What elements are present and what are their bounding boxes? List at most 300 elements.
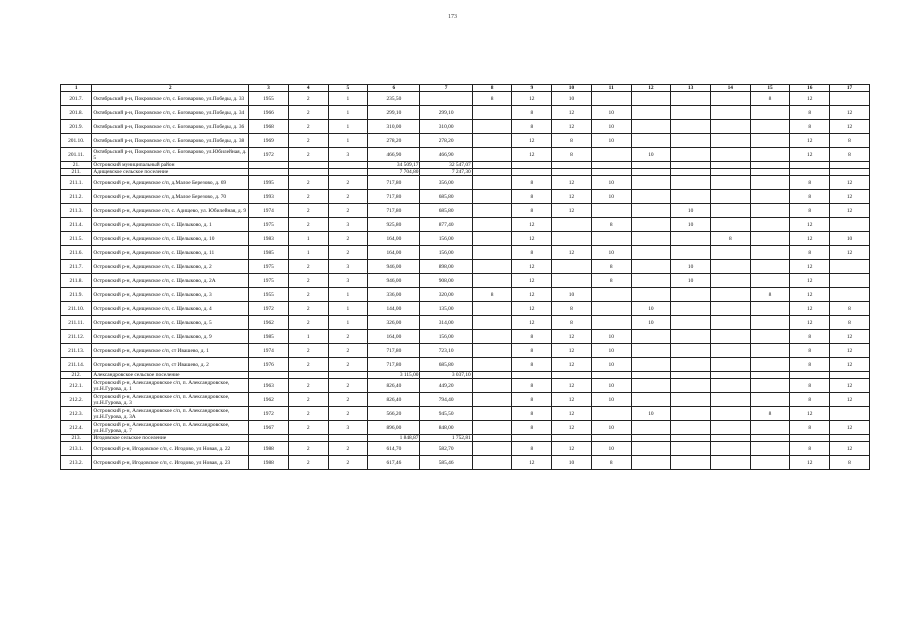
value-cell: 2 — [328, 442, 368, 456]
value-cell — [710, 218, 750, 232]
value-cell — [591, 162, 631, 169]
area-cell: 336,00 — [368, 288, 420, 302]
value-cell — [631, 442, 671, 456]
address-cell: Игодовское сельское поселение — [92, 435, 249, 442]
column-header: 1 — [61, 85, 92, 92]
value-cell: 1985 — [249, 330, 289, 344]
value-cell — [472, 246, 512, 260]
value-cell — [710, 204, 750, 218]
value-cell: 2 — [288, 288, 328, 302]
area-cell: 585,46 — [420, 456, 472, 470]
value-cell: 1995 — [249, 176, 289, 190]
value-cell — [671, 302, 711, 316]
table-row — [61, 232, 870, 246]
value-cell — [710, 330, 750, 344]
value-cell: 1 — [328, 316, 368, 330]
row-number-cell: 211.2. — [61, 190, 92, 204]
value-cell: 12 — [552, 190, 592, 204]
value-cell: 8 — [512, 358, 552, 372]
value-cell: 8 — [512, 246, 552, 260]
value-cell: 12 — [830, 120, 870, 134]
value-cell: 1 — [328, 106, 368, 120]
value-cell — [591, 435, 631, 442]
value-cell — [710, 358, 750, 372]
area-cell: 1 752,81 — [420, 435, 472, 442]
value-cell: 8 — [552, 148, 592, 162]
address-cell: Островский р-н, Александровское с/п, п. Александровское, ул.Н.Гурова, д. 1 — [92, 379, 249, 393]
value-cell: 8 — [830, 456, 870, 470]
value-cell — [710, 120, 750, 134]
address-cell: Октябрьский р-н, Покровское с/п, с. Боговарово, ул.Победы, д. 33 — [92, 92, 249, 106]
area-cell: 685,80 — [420, 358, 472, 372]
value-cell — [710, 442, 750, 456]
value-cell: 10 — [631, 316, 671, 330]
value-cell: 12 — [552, 330, 592, 344]
value-cell — [750, 148, 790, 162]
value-cell: 2 — [288, 456, 328, 470]
value-cell: 1972 — [249, 302, 289, 316]
table-row — [61, 148, 870, 162]
table-row — [61, 358, 870, 372]
value-cell — [710, 169, 750, 176]
housing-register-table — [60, 84, 870, 470]
value-cell: 8 — [591, 260, 631, 274]
value-cell — [552, 372, 592, 379]
value-cell: 8 — [790, 204, 830, 218]
value-cell — [552, 274, 592, 288]
column-header: 14 — [710, 85, 750, 92]
column-header: 2 — [92, 85, 249, 92]
value-cell — [591, 302, 631, 316]
value-cell — [710, 134, 750, 148]
value-cell — [750, 218, 790, 232]
table-header-row — [61, 85, 870, 92]
value-cell — [631, 162, 671, 169]
area-cell: 566,20 — [368, 407, 420, 421]
value-cell: 10 — [631, 407, 671, 421]
address-cell: Островский р-н, Адищевское с/п, д.Малое Березово, д. 70 — [92, 190, 249, 204]
table-row — [61, 407, 870, 421]
value-cell — [671, 162, 711, 169]
value-cell — [631, 246, 671, 260]
value-cell — [830, 372, 870, 379]
value-cell: 8 — [790, 442, 830, 456]
value-cell — [288, 372, 328, 379]
value-cell — [671, 148, 711, 162]
value-cell: 10 — [591, 421, 631, 435]
value-cell — [710, 344, 750, 358]
table-row — [61, 246, 870, 260]
column-header: 4 — [288, 85, 328, 92]
table-row — [61, 379, 870, 393]
value-cell — [631, 106, 671, 120]
value-cell: 8 — [512, 204, 552, 218]
value-cell: 2 — [288, 176, 328, 190]
value-cell — [472, 106, 512, 120]
value-cell: 10 — [591, 344, 631, 358]
value-cell: 12 — [790, 302, 830, 316]
area-cell: 278,20 — [368, 134, 420, 148]
value-cell — [671, 330, 711, 344]
area-cell: 156,00 — [420, 246, 472, 260]
value-cell — [631, 176, 671, 190]
table-row — [61, 218, 870, 232]
address-cell: Островский р-н, Адищевское с/п, с. Щелыково, д. 1 — [92, 218, 249, 232]
value-cell: 1 — [328, 302, 368, 316]
value-cell: 12 — [552, 106, 592, 120]
value-cell: 2 — [288, 379, 328, 393]
value-cell — [249, 435, 289, 442]
value-cell: 12 — [512, 316, 552, 330]
value-cell — [671, 344, 711, 358]
value-cell — [671, 169, 711, 176]
value-cell: 2 — [288, 204, 328, 218]
value-cell — [591, 288, 631, 302]
table-row — [61, 176, 870, 190]
value-cell — [631, 288, 671, 302]
area-cell: 156,00 — [420, 232, 472, 246]
value-cell — [591, 148, 631, 162]
value-cell: 12 — [790, 456, 830, 470]
address-cell: Островский р-н, Адищевское с/п, д.Малое Березово, д. 69 — [92, 176, 249, 190]
value-cell: 1962 — [249, 316, 289, 330]
value-cell — [750, 120, 790, 134]
value-cell: 10 — [591, 190, 631, 204]
value-cell — [710, 302, 750, 316]
value-cell: 10 — [591, 393, 631, 407]
area-cell: 135,00 — [420, 302, 472, 316]
value-cell — [830, 407, 870, 421]
value-cell: 2 — [288, 421, 328, 435]
value-cell — [710, 407, 750, 421]
value-cell: 8 — [790, 190, 830, 204]
value-cell: 2 — [328, 190, 368, 204]
value-cell: 3 — [328, 421, 368, 435]
value-cell: 12 — [512, 288, 552, 302]
value-cell — [472, 134, 512, 148]
value-cell: 1 — [328, 134, 368, 148]
value-cell — [710, 274, 750, 288]
value-cell — [472, 176, 512, 190]
value-cell: 8 — [591, 456, 631, 470]
value-cell — [472, 358, 512, 372]
area-cell: 717,80 — [368, 344, 420, 358]
area-cell: 717,80 — [368, 190, 420, 204]
area-cell: 164,00 — [368, 330, 420, 344]
value-cell — [552, 435, 592, 442]
value-cell: 8 — [790, 379, 830, 393]
address-cell: Островский р-н, Адищевское с/п, с. Щелыково, д. 3 — [92, 288, 249, 302]
value-cell: 12 — [790, 232, 830, 246]
value-cell: 12 — [830, 204, 870, 218]
row-number-cell: 201.7. — [61, 92, 92, 106]
address-cell: Островский р-н, Александровское с/п, п. Александровское, ул.Н.Гурова, д. 3 — [92, 393, 249, 407]
value-cell: 8 — [790, 358, 830, 372]
value-cell: 2 — [328, 232, 368, 246]
value-cell: 10 — [591, 442, 631, 456]
value-cell — [249, 162, 289, 169]
value-cell: 2 — [288, 190, 328, 204]
value-cell — [288, 162, 328, 169]
area-cell: 717,80 — [368, 176, 420, 190]
value-cell: 1972 — [249, 407, 289, 421]
table-row — [61, 274, 870, 288]
row-number-cell: 212. — [61, 372, 92, 379]
value-cell: 12 — [552, 358, 592, 372]
value-cell: 12 — [790, 288, 830, 302]
value-cell: 2 — [288, 316, 328, 330]
value-cell: 1 — [288, 246, 328, 260]
value-cell — [472, 204, 512, 218]
value-cell: 8 — [790, 393, 830, 407]
table-row — [61, 442, 870, 456]
value-cell: 12 — [512, 456, 552, 470]
value-cell: 2 — [288, 442, 328, 456]
table-row — [61, 316, 870, 330]
value-cell — [631, 372, 671, 379]
table-row — [61, 134, 870, 148]
value-cell: 2 — [288, 260, 328, 274]
value-cell — [631, 232, 671, 246]
address-cell: Александровское сельское поселение — [92, 372, 249, 379]
area-cell: 794,40 — [420, 393, 472, 407]
value-cell — [750, 330, 790, 344]
value-cell: 10 — [552, 456, 592, 470]
value-cell — [631, 393, 671, 407]
row-number-cell: 211.1. — [61, 176, 92, 190]
value-cell — [710, 162, 750, 169]
area-cell: 466,90 — [368, 148, 420, 162]
value-cell: 8 — [790, 176, 830, 190]
value-cell: 12 — [830, 358, 870, 372]
table-row — [61, 190, 870, 204]
value-cell — [750, 316, 790, 330]
value-cell — [750, 435, 790, 442]
row-number-cell: 211.12. — [61, 330, 92, 344]
value-cell — [671, 134, 711, 148]
value-cell — [671, 407, 711, 421]
value-cell — [671, 246, 711, 260]
area-cell: 449,20 — [420, 379, 472, 393]
area-cell: 156,00 — [420, 330, 472, 344]
area-cell: 946,00 — [368, 260, 420, 274]
value-cell: 2 — [328, 456, 368, 470]
value-cell: 2 — [328, 204, 368, 218]
value-cell — [552, 260, 592, 274]
value-cell: 2 — [328, 379, 368, 393]
value-cell — [710, 190, 750, 204]
value-cell: 2 — [328, 358, 368, 372]
value-cell — [710, 456, 750, 470]
value-cell: 12 — [552, 176, 592, 190]
value-cell: 10 — [591, 106, 631, 120]
value-cell — [631, 120, 671, 134]
value-cell: 1983 — [249, 232, 289, 246]
value-cell: 1993 — [249, 190, 289, 204]
value-cell — [750, 274, 790, 288]
address-cell: Островский р-н, Адищевское с/п, с. Щелыково, д. 2А — [92, 274, 249, 288]
group-row — [61, 169, 870, 176]
value-cell: 12 — [790, 316, 830, 330]
row-number-cell: 201.9. — [61, 120, 92, 134]
value-cell: 2 — [288, 393, 328, 407]
row-number-cell: 212.1. — [61, 379, 92, 393]
value-cell — [472, 456, 512, 470]
value-cell: 12 — [790, 134, 830, 148]
value-cell — [328, 169, 368, 176]
value-cell: 1988 — [249, 442, 289, 456]
address-cell: Островский р-н, Адищевское с/п, с. Адищево, ул. Юбилейная, д. 9 — [92, 204, 249, 218]
area-cell: 326,00 — [368, 316, 420, 330]
value-cell — [631, 190, 671, 204]
value-cell — [288, 169, 328, 176]
value-cell — [472, 190, 512, 204]
area-cell: 34 509,17 — [368, 162, 420, 169]
column-header: 17 — [830, 85, 870, 92]
area-cell: 945,50 — [420, 407, 472, 421]
value-cell: 1972 — [249, 148, 289, 162]
value-cell: 1968 — [249, 120, 289, 134]
value-cell — [631, 218, 671, 232]
value-cell: 2 — [288, 106, 328, 120]
address-cell: Островский р-н, Адищевское с/п, с. Щелыково, д. 4 — [92, 302, 249, 316]
value-cell: 2 — [288, 120, 328, 134]
value-cell: 1975 — [249, 260, 289, 274]
value-cell — [671, 435, 711, 442]
value-cell — [552, 218, 592, 232]
value-cell: 8 — [552, 134, 592, 148]
area-cell: 3 037,10 — [420, 372, 472, 379]
value-cell: 2 — [328, 407, 368, 421]
value-cell: 8 — [552, 302, 592, 316]
value-cell: 10 — [671, 274, 711, 288]
value-cell: 8 — [512, 442, 552, 456]
area-cell: 235,50 — [368, 92, 420, 106]
area-cell: 877,40 — [420, 218, 472, 232]
area-cell: 898,00 — [420, 260, 472, 274]
value-cell: 12 — [830, 106, 870, 120]
value-cell — [472, 379, 512, 393]
value-cell: 10 — [591, 358, 631, 372]
value-cell — [591, 92, 631, 106]
table-row — [61, 260, 870, 274]
value-cell — [671, 106, 711, 120]
value-cell — [710, 106, 750, 120]
value-cell: 10 — [671, 218, 711, 232]
value-cell: 10 — [591, 379, 631, 393]
area-cell: 320,00 — [420, 288, 472, 302]
value-cell: 12 — [512, 218, 552, 232]
value-cell — [750, 106, 790, 120]
value-cell — [472, 302, 512, 316]
value-cell: 10 — [591, 120, 631, 134]
value-cell — [631, 204, 671, 218]
area-cell: 614,70 — [368, 442, 420, 456]
value-cell: 1 — [328, 120, 368, 134]
value-cell — [328, 372, 368, 379]
row-number-cell: 212.2. — [61, 393, 92, 407]
row-number-cell: 211.3. — [61, 204, 92, 218]
value-cell: 12 — [512, 274, 552, 288]
value-cell — [472, 274, 512, 288]
area-cell: 278,20 — [420, 134, 472, 148]
value-cell: 10 — [552, 92, 592, 106]
area-cell: 314,00 — [420, 316, 472, 330]
value-cell — [830, 162, 870, 169]
value-cell: 12 — [790, 274, 830, 288]
value-cell: 1985 — [249, 246, 289, 260]
value-cell — [710, 288, 750, 302]
value-cell — [671, 190, 711, 204]
value-cell: 12 — [830, 379, 870, 393]
row-number-cell: 211.6. — [61, 246, 92, 260]
value-cell — [631, 421, 671, 435]
value-cell: 1955 — [249, 288, 289, 302]
value-cell — [830, 218, 870, 232]
table-row — [61, 288, 870, 302]
value-cell: 1963 — [249, 379, 289, 393]
value-cell: 12 — [830, 330, 870, 344]
area-cell: 717,80 — [368, 358, 420, 372]
value-cell — [710, 421, 750, 435]
value-cell: 1966 — [249, 106, 289, 120]
column-header: 9 — [512, 85, 552, 92]
value-cell: 1976 — [249, 358, 289, 372]
value-cell — [671, 232, 711, 246]
area-cell: 164,00 — [368, 246, 420, 260]
value-cell — [631, 134, 671, 148]
value-cell — [472, 372, 512, 379]
address-cell: Островский муниципальный район — [92, 162, 249, 169]
value-cell — [631, 435, 671, 442]
value-cell — [750, 421, 790, 435]
value-cell: 8 — [790, 106, 830, 120]
area-cell: 946,00 — [368, 274, 420, 288]
value-cell — [512, 435, 552, 442]
value-cell — [472, 260, 512, 274]
group-row — [61, 372, 870, 379]
value-cell — [750, 372, 790, 379]
value-cell: 10 — [591, 134, 631, 148]
value-cell — [631, 169, 671, 176]
area-cell: 848,00 — [420, 421, 472, 435]
value-cell: 1974 — [249, 344, 289, 358]
value-cell — [671, 442, 711, 456]
value-cell — [750, 246, 790, 260]
value-cell: 8 — [512, 120, 552, 134]
value-cell — [710, 316, 750, 330]
row-number-cell: 211.4. — [61, 218, 92, 232]
value-cell: 12 — [790, 260, 830, 274]
area-cell: 7 704,80 — [368, 169, 420, 176]
value-cell: 8 — [790, 246, 830, 260]
value-cell — [631, 358, 671, 372]
group-row — [61, 162, 870, 169]
value-cell: 2 — [288, 134, 328, 148]
value-cell: 1975 — [249, 274, 289, 288]
area-cell: 310,00 — [420, 120, 472, 134]
value-cell: 2 — [288, 218, 328, 232]
value-cell: 2 — [288, 274, 328, 288]
value-cell — [328, 435, 368, 442]
table-row — [61, 456, 870, 470]
value-cell — [631, 330, 671, 344]
value-cell — [710, 246, 750, 260]
value-cell: 12 — [512, 302, 552, 316]
value-cell: 1969 — [249, 134, 289, 148]
row-number-cell: 213. — [61, 435, 92, 442]
value-cell: 12 — [552, 246, 592, 260]
